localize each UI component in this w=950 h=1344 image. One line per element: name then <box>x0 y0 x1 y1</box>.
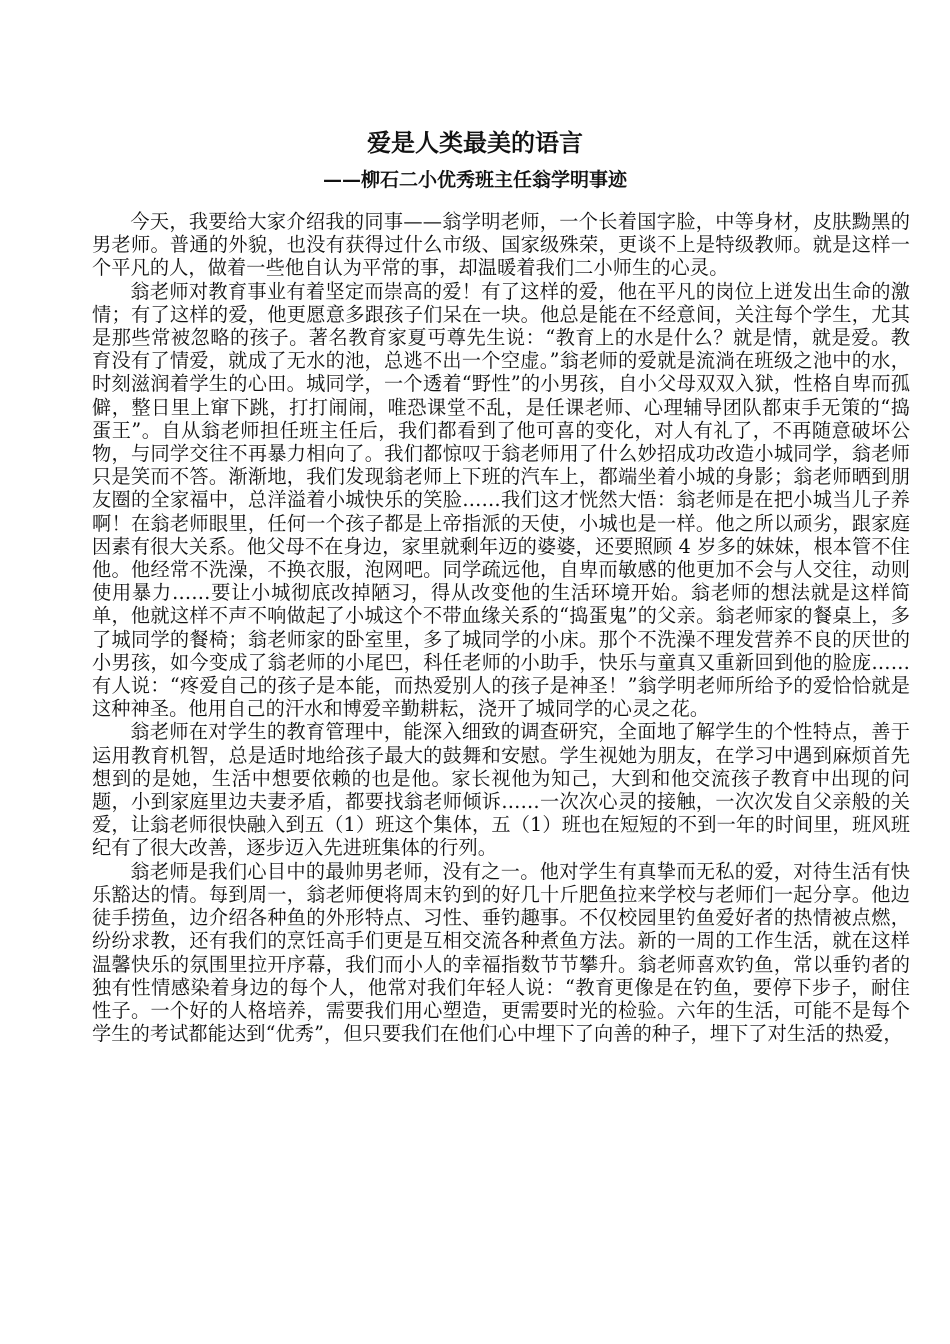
paragraph-love-for-education: 翁老师对教育事业有着坚定而崇高的爱！有了这样的爱，他在平凡的岗位上迸发出生命的激情；有了这样的爱，他更愿意多跟孩子们呆在一块。他总是能在不经意间，关注每个学生，尤其是那些常被忽略的孩子。著名教育家夏丏尊先生说：“教育上的水是什么？就是情，就是爱。教育没有了情爱，就成了无水的池，总逃不出一个空虚。”翁老师的爱就是流淌在班级之池中的水，时刻滋润着学生的心田。城同学，一个透着“野性”的小男孩，自小父母双双入狱，性格自卑而孤僻，整日里上窜下跳，打打闹闹，唯恐课堂不乱，是任课老师、心理辅导团队都束手无策的“捣蛋王”。自从翁老师担任班主任后，我们都看到了他可喜的变化，对人有礼了，不再随意破坏公物，与同学交往不再暴力相向了。我们都惊叹于翁老师用了什么妙招成功改造小城同学，翁老师只是笑而不答。渐渐地，我们发现翁老师上下班的汽车上，都端坐着小城的身影；翁老师晒到朋友圈的全家福中，总洋溢着小城快乐的笑脸……我们这才恍然大悟：翁老师是在把小城当儿子养啊！在翁老师眼里，任何一个孩子都是上帝指派的天使，小城也是一样。他之所以顽劣，跟家庭因素有很大关系。他父母不在身边，家里就剩年迈的婆婆，还要照顾 4 岁多的妹妹，根本管不住他。他经常不洗澡，不换衣服，泡网吧。同学疏远他，自卑而敏感的他更加不会与人交往，动则使用暴力……要让小城彻底改掉陋习，得从改变他的生活环境开始。翁老师的想法就是这样简单，他就这样不声不响做起了小城这个不带血缘关系的“捣蛋鬼”的父亲。翁老师家的餐桌上，多了城同学的餐椅；翁老师家的卧室里，多了城同学的小床。那个不洗澡不理发营养不良的厌世的小男孩，如今变成了翁老师的小尾巴，科任老师的小助手，快乐与童真又重新回到他的脸庞……有人说：“疼爱自己的孩子是本能，而热爱别人的孩子是神圣！”翁学明老师所给予的爱恰恰就是这种神圣。他用自己的汗水和博爱辛勤耕耘，浇开了城同学的心灵之花。 <box>92 279 910 721</box>
document-title: 爱是人类最美的语言 <box>367 128 583 157</box>
paragraph-fishing-and-life: 翁老师是我们心目中的最帅男老师，没有之一。他对学生有真挚而无私的爱，对待生活有快乐豁达的情。每到周一，翁老师便将周末钓到的好几十斤肥鱼拉来学校与老师们一起分享。他边徒手捞鱼，边介绍各种鱼的外形特点、习性、垂钓趣事。不仅校园里钓鱼爱好者的热情被点燃，纷纷求教，还有我们的烹饪高手们更是互相交流各种煮鱼方法。新的一周的工作生活，就在这样温馨快乐的氛围里拉开序幕，我们而小人的幸福指数节节攀升。翁老师喜欢钓鱼，常以垂钓者的独有性情感染着身边的每个人，他常对我们年轻人说：“教育更像是在钓鱼，要停下步子，耐住性子。一个好的人格培养，需要我们用心塑造，更需要时光的检验。六年的生活，可能不是每个学生的考试都能达到“优秀”，但只要我们在他们心中埋下了向善的种子，埋下了对生活的热爱， <box>92 859 910 1046</box>
paragraph-intro: 今天，我要给大家介绍我的同事——翁学明老师，一个长着国字脸，中等身材，皮肤黝黑的男老师。普通的外貌，也没有获得过什么市级、国家级殊荣，更谈不上是特级教师。就是这样一个平凡的人，做着一些他自认为平常的事，却温暖着我们二小师生的心灵。 <box>92 210 910 280</box>
document-subtitle: ——柳石二小优秀班主任翁学明事迹 <box>322 169 627 191</box>
paragraph-class-management: 翁老师在对学生的教育管理中，能深入细致的调查研究，全面地了解学生的个性特点，善于运用教育机智，总是适时地给孩子最大的鼓舞和安慰。学生视她为朋友，在学习中遇到麻烦首先想到的是她，生活中想要依赖的也是他。家长视他为知己，大到和他交流孩子教育中出现的问题，小到家庭里边夫妻矛盾，都要找翁老师倾诉……一次次心灵的接触，一次次发自父亲般的关爱，让翁老师很快融入到五（1）班这个集体，五（1）班也在短短的不到一年的时间里，班风班纪有了很大改善，逐步迈入先进班集体的行列。 <box>92 720 910 860</box>
document-body <box>92 210 910 1045</box>
